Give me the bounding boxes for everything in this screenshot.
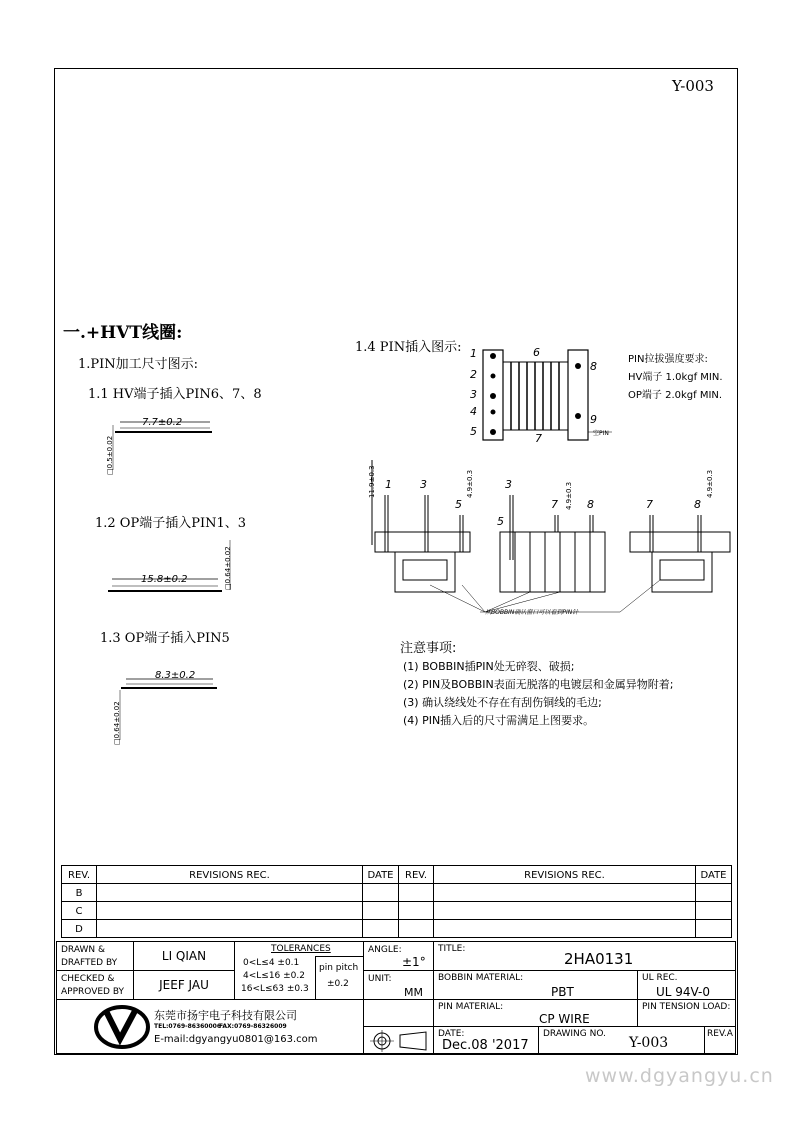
sv2-pin-8: 8 — [587, 498, 594, 511]
pull-op: OP端子 2.0kgf MIN. — [628, 390, 723, 401]
rev2-row-c — [398, 901, 434, 920]
rev-header: REV. — [61, 865, 97, 884]
sv-pin-3: 3 — [420, 478, 427, 491]
tension-label: PIN TENSION LOAD: — [642, 1002, 731, 1012]
rev-cell — [704, 1026, 736, 1054]
company-logo — [92, 1001, 152, 1053]
website-watermark: www.dgyangyu.cn — [585, 1065, 774, 1087]
date-label: DATE: — [438, 1029, 465, 1039]
pin-material-label: PIN MATERIAL: — [438, 1002, 504, 1012]
pitch-value: ±0.2 — [327, 979, 349, 989]
drawing-no-label: DRAWING NO. — [543, 1029, 606, 1039]
pin-7: 7 — [535, 432, 542, 445]
height-4-9-c: 4.9±0.3 — [706, 469, 714, 498]
section-title: 一.+HVT线圈: — [63, 323, 183, 343]
thk-1-2: □0.64±0.02 — [224, 546, 232, 590]
unit-label: UNIT: — [368, 974, 392, 984]
pull-title: PIN拉拔强度要求: — [628, 354, 708, 365]
revisions-header-2: REVISIONS REC. — [433, 865, 696, 884]
pin-3: 3 — [470, 388, 477, 401]
rev-row-b-rec — [96, 883, 363, 902]
pin-5: 5 — [470, 425, 477, 438]
thk-1-3: □0.64±0.02 — [113, 701, 121, 745]
height-4-9-b: 4.9±0.3 — [565, 481, 573, 510]
sv2-pin-5: 5 — [497, 515, 504, 528]
rev-row-d: D — [61, 919, 97, 938]
rev-row-d-date — [362, 919, 399, 938]
drawn-by: LI QIAN — [133, 941, 235, 971]
tolerances-label: TOLERANCES — [271, 944, 331, 954]
tolerances-cell — [234, 941, 364, 1000]
sub-title-1: 1.PIN加工尺寸图示: — [78, 357, 199, 372]
bobbin-value: PBT — [551, 985, 574, 999]
section-1-2: 1.2 OP端子插入PIN1、3 — [95, 516, 247, 531]
projection-symbol-icon — [364, 1027, 434, 1055]
checked-label-cell — [56, 970, 134, 1000]
note-3: (3) 确认绕线处不存在有刮伤铜线的毛边; — [403, 696, 602, 709]
rev2-row-d-date — [695, 919, 732, 938]
rev-row-b-date — [362, 883, 399, 902]
rev2-row-d-rec — [433, 919, 696, 938]
note-2: (2) PIN及BOBBIN表面无脱落的电镀层和金属异物附着; — [403, 678, 674, 691]
height-4-9-a: 4.9±0.3 — [466, 469, 474, 498]
rev2-row-c-rec — [433, 901, 696, 920]
title-label: TITLE: — [438, 944, 466, 954]
doc-code: Y-003 — [672, 77, 714, 95]
checked-label: CHECKED & APPROVED BY — [61, 974, 125, 997]
rev2-row-b-rec — [433, 883, 696, 902]
rev2-row-d — [398, 919, 434, 938]
sv3-pin-7: 7 — [646, 498, 653, 511]
projection-top-cell — [363, 999, 434, 1027]
unit-cell — [363, 970, 434, 1000]
sv2-pin-3: 3 — [505, 478, 512, 491]
rev2-row-b — [398, 883, 434, 902]
projection-symbol-cell — [363, 1026, 434, 1054]
rev-row-b: B — [61, 883, 97, 902]
pin-9: 9 — [590, 413, 597, 426]
ul-label: UL REC. — [642, 973, 678, 983]
date-cell — [433, 1026, 539, 1054]
title-value: 2HA0131 — [564, 950, 634, 968]
dim-1-2: 15.8±0.2 — [141, 574, 188, 585]
date-header-2: DATE — [695, 865, 732, 884]
rev2-row-b-date — [695, 883, 732, 902]
pitch-cell — [315, 956, 364, 1000]
dim-1-1: 7.7±0.2 — [142, 417, 183, 428]
tension-cell — [637, 999, 736, 1027]
checked-by: JEEF JAU — [133, 970, 235, 1000]
bobbin-label: BOBBIN MATERIAL: — [438, 973, 524, 983]
notes-title: 注意事项: — [400, 641, 457, 656]
drawing-no-cell — [538, 1026, 705, 1054]
drawing-no-value: Y-003 — [629, 1035, 669, 1051]
pitch-label: pin pitch — [319, 963, 359, 973]
drawn-label: DRAWN & DRAFTED BY — [61, 945, 118, 968]
company-cell — [56, 999, 364, 1054]
angle-label: ANGLE: — [368, 945, 402, 955]
dim-1-3: 8.3±0.2 — [155, 670, 196, 681]
pin-4: 4 — [470, 405, 477, 418]
rev-row-c: C — [61, 901, 97, 920]
tolerance-2: 4<L≤16 ±0.2 — [243, 971, 305, 981]
sv-pin-1: 1 — [385, 478, 392, 491]
pin-material-value: CP WIRE — [539, 1012, 590, 1026]
pin-2: 2 — [470, 368, 477, 381]
tolerance-1: 0<L≤4 ±0.1 — [243, 958, 300, 968]
ul-value: UL 94V-0 — [656, 985, 711, 999]
rev2-row-c-date — [695, 901, 732, 920]
note-4: (4) PIN插入后的尺寸需满足上图要求。 — [403, 714, 595, 727]
pull-hv: HV端子 1.0kgf MIN. — [628, 372, 723, 383]
angle-value: ±1° — [402, 955, 426, 969]
sv2-pin-7: 7 — [551, 498, 558, 511]
rev-header-2: REV. — [398, 865, 434, 884]
company-email: E-mail:dgyangyu0801@163.com — [154, 1034, 318, 1045]
rev-row-d-rec — [96, 919, 363, 938]
company-tel: TEL:0769-86360006 — [154, 1023, 222, 1030]
note-1: (1) BOBBIN插PIN处无碎裂、破损; — [403, 660, 575, 673]
sv3-pin-8: 8 — [694, 498, 701, 511]
date-value: Dec.08 '2017 — [442, 1038, 529, 1053]
angle-cell — [363, 941, 434, 971]
revisions-header: REVISIONS REC. — [96, 865, 363, 884]
section-1-1: 1.1 HV端子插入PIN6、7、8 — [88, 387, 262, 402]
rev-row-c-date — [362, 901, 399, 920]
thk-1-1: □0.5±0.02 — [106, 435, 114, 475]
drawn-label-cell — [56, 941, 134, 971]
company-fax: FAX:0769-86326009 — [219, 1023, 287, 1030]
sv-pin-5: 5 — [455, 498, 462, 511]
bobbin-cell — [433, 970, 638, 1000]
pin-material-cell — [433, 999, 638, 1027]
tolerance-3: 16<L≤63 ±0.3 — [241, 984, 309, 994]
pin-6: 6 — [533, 346, 540, 359]
pin-8: 8 — [590, 360, 597, 373]
height-11-9: 11.9±0.3 — [368, 465, 376, 498]
pin-1: 1 — [470, 347, 477, 360]
rev-label: REV.A — [707, 1029, 733, 1039]
confirm-note: 从BOBBIN确认窗口可以看到PIN针 — [485, 609, 579, 616]
ul-cell — [637, 970, 736, 1000]
section-1-4: 1.4 PIN插入图示: — [355, 340, 462, 355]
company-name: 东莞市扬宇电子科技有限公司 — [154, 1009, 297, 1022]
empty-pin-label: 空PIN — [593, 430, 609, 437]
date-header: DATE — [362, 865, 399, 884]
rev-row-c-rec — [96, 901, 363, 920]
title-cell — [433, 941, 736, 971]
section-1-3: 1.3 OP端子插入PIN5 — [100, 631, 230, 646]
unit-value: MM — [404, 986, 423, 999]
